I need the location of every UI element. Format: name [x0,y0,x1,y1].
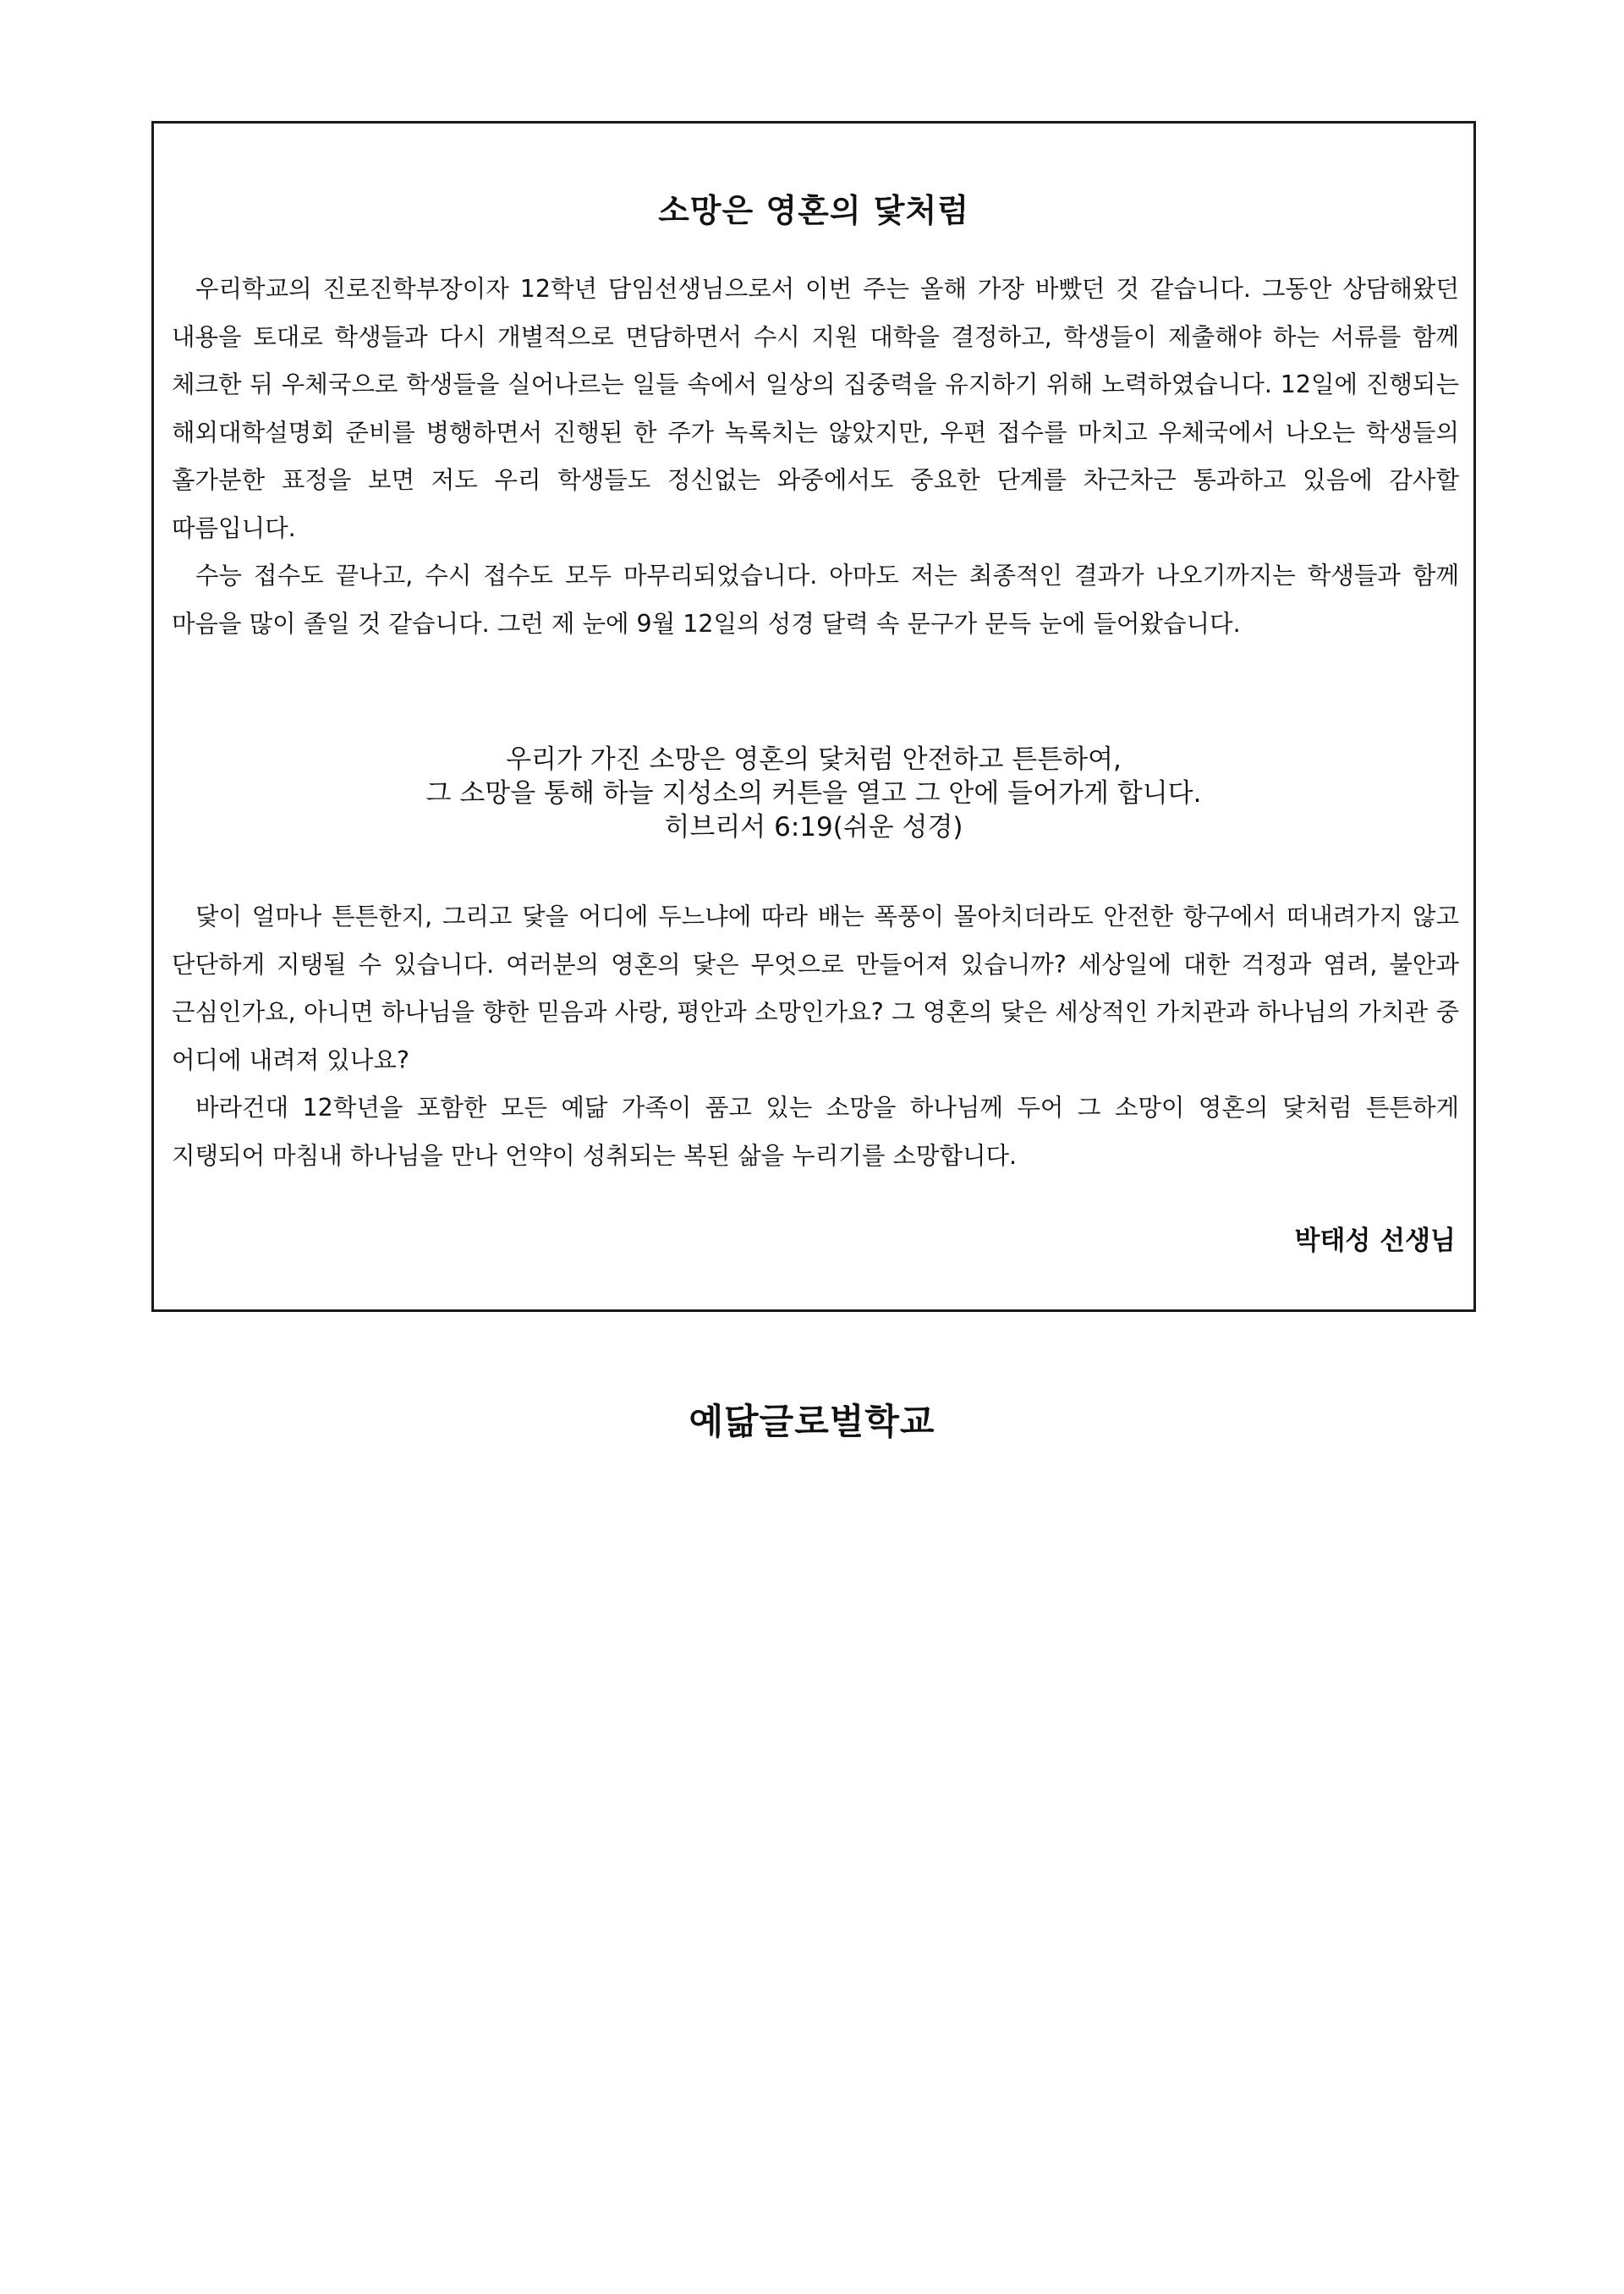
school-name: 예닮글로벌학교 [689,1401,935,1442]
letter-title: 소망은 영혼의 닻처럼 [658,192,969,229]
letter-box [151,121,1476,1312]
letter-paragraph-2: 수능 접수도 끝나고, 수시 접수도 모두 마무리되었습니다. 아마도 저는 최종적인 결과가 나오기까지는 학생들과 함께 마음을 많이 졸일 것 같습니다. 그런 제 눈에 9월 12일의 성경 달력 속 문구가 문득 눈에 들어왔습니다. [172,562,1459,638]
quote-line-2: 그 소망을 통해 하늘 지성소의 커튼을 열고 그 안에 들어가게 합니다. [425,778,1202,809]
quote-source: 히브리서 6:19(쉬운 성경) [664,812,963,842]
scripture-quote [154,743,1473,844]
quote-line-1: 우리가 가진 소망은 영혼의 닻처럼 안전하고 튼튼하여, [506,744,1122,775]
letter-signature: 박태성 선생님 [1294,1226,1456,1256]
letter-paragraph-4: 바라건대 12학년을 포함한 모든 예닮 가족이 품고 있는 소망을 하나님께 두어 그 소망이 영혼의 닻처럼 튼튼하게 지탱되어 마침내 하나님을 만나 언약이 성취되는 복된 삶을 누리기를 소망합니다. [172,1094,1459,1170]
letter-paragraph-1: 우리학교의 진로진학부장이자 12학년 담임선생님으로서 이번 주는 올해 가장 바빴던 것 같습니다. 그동안 상담해왔던 내용을 토대로 학생들과 다시 개별적으로 면담하면서 수시 지원 대학을 결정하고, 학생들이 제출해야 하는 서류를 함께 체크한 뒤 우체국으로 학생들을 실어나르는 일들 속에서 일상의 집중력을 유지하기 위해 노력하였습니다. 12일에 진행되는 해외대학설명회 준비를 병행하면서 진행된 한 주가 녹록치는 않았지만, 우편 접수를 마치고 우체국에서 나오는 학생들의 홀가분한 표정을 보면 저도 우리 학생들도 정신없는 와중에서도 중요한 단계를 차근차근 통과하고 있음에 감사할 따름입니다. [172,275,1459,542]
letter-paragraph-3: 닻이 얼마나 튼튼한지, 그리고 닻을 어디에 두느냐에 따라 배는 폭풍이 몰아치더라도 안전한 항구에서 떠내려가지 않고 단단하게 지탱될 수 있습니다. 여러분의 영혼의 닻은 무엇으로 만들어져 있습니까? 세상일에 대한 걱정과 염려, 불안과 근심인가요, 아니면 하나님을 향한 믿음과 사랑, 평안과 소망인가요? 그 영혼의 닻은 세상적인 가치관과 하나님의 가치관 중 어디에 내려져 있나요? [172,903,1459,1074]
